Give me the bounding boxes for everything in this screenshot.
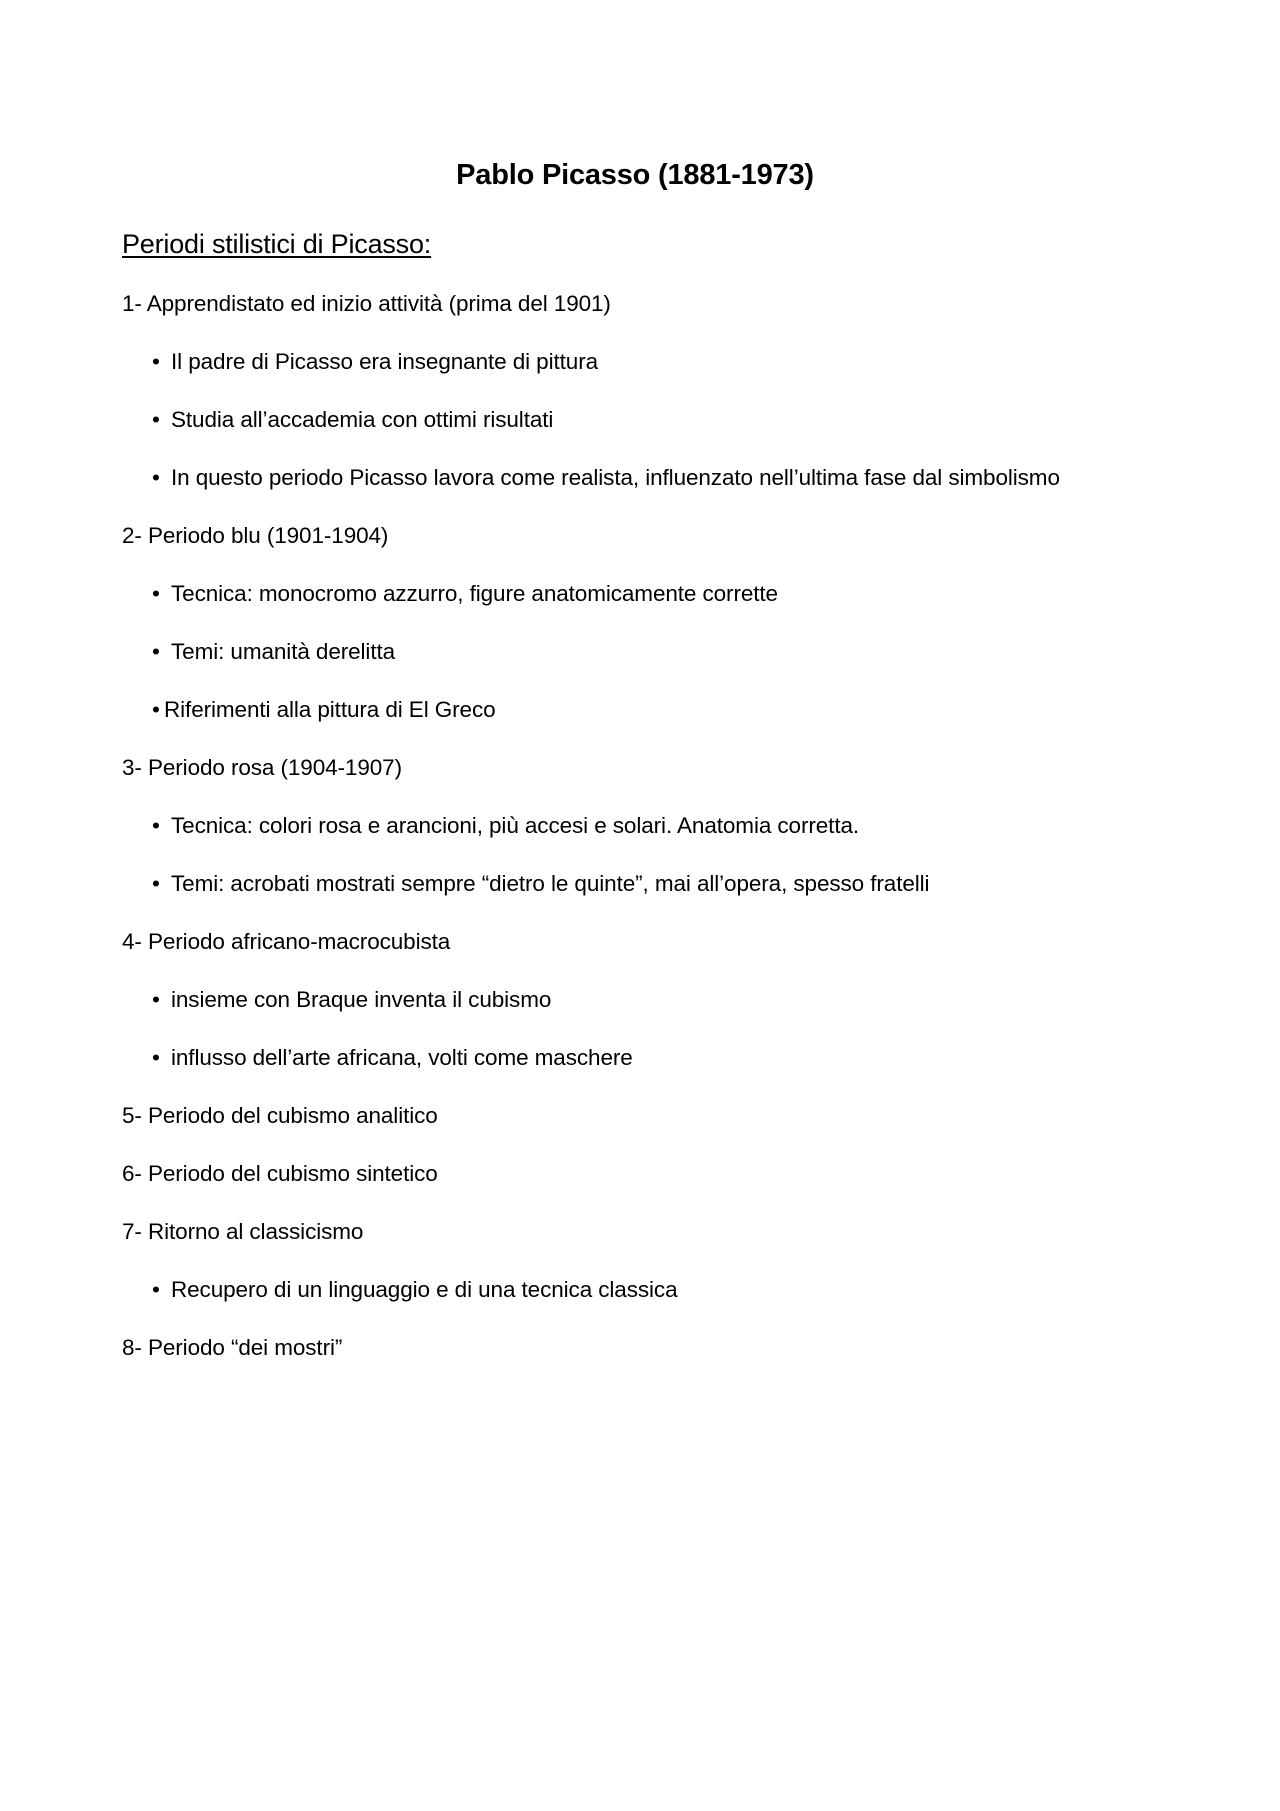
bullet-icon: • — [152, 987, 160, 1012]
section-subtitle: Periodi stilistici di Picasso: — [122, 229, 432, 259]
bullet-item — [122, 404, 1202, 462]
period-heading — [122, 288, 1202, 346]
period-heading — [122, 752, 1202, 810]
bullet-icon: • — [152, 871, 160, 896]
line-text: insieme con Braque inventa il cubismo — [171, 987, 552, 1012]
period-heading — [122, 1332, 1202, 1390]
line-text: 4- Periodo africano-macrocubista — [122, 929, 451, 954]
bullet-icon: • — [152, 697, 160, 722]
bullet-item — [122, 1274, 1202, 1332]
period-heading — [122, 1100, 1202, 1158]
period-heading — [122, 1216, 1202, 1274]
bullet-item — [122, 810, 1202, 868]
line-text: Il padre di Picasso era insegnante di pittura — [171, 349, 599, 374]
line-text: 1- Apprendistato ed inizio attività (prima del 1901) — [122, 291, 611, 316]
bullet-item — [122, 694, 1202, 752]
bullet-item — [122, 1042, 1202, 1100]
line-text: 3- Periodo rosa (1904-1907) — [122, 755, 402, 780]
bullet-icon: • — [152, 813, 160, 838]
period-list — [122, 288, 1202, 1390]
bullet-icon: • — [152, 1277, 160, 1302]
period-heading — [122, 520, 1202, 578]
bullet-item — [122, 868, 1202, 926]
bullet-icon: • — [152, 639, 160, 664]
line-text: 5- Periodo del cubismo analitico — [122, 1103, 438, 1128]
line-text: 6- Periodo del cubismo sintetico — [122, 1161, 438, 1186]
line-text: Riferimenti alla pittura di El Greco — [164, 697, 496, 722]
bullet-icon: • — [152, 407, 160, 432]
period-heading — [122, 1158, 1202, 1216]
bullet-item — [122, 578, 1202, 636]
bullet-item — [122, 462, 1202, 520]
line-text: Temi: acrobati mostrati sempre “dietro le quinte”, mai all’opera, spesso fratelli — [171, 871, 930, 896]
bullet-icon: • — [152, 581, 160, 606]
bullet-item — [122, 984, 1202, 1042]
line-text: 2- Periodo blu (1901-1904) — [122, 523, 389, 548]
line-text: 7- Ritorno al classicismo — [122, 1219, 364, 1244]
line-text: Studia all’accademia con ottimi risultati — [171, 407, 554, 432]
period-heading — [122, 926, 1202, 984]
bullet-icon: • — [152, 1045, 160, 1070]
bullet-icon: • — [152, 349, 160, 374]
line-text: Tecnica: colori rosa e arancioni, più accesi e solari. Anatomia corretta. — [171, 813, 860, 838]
bullet-item — [122, 636, 1202, 694]
line-text: Recupero di un linguaggio e di una tecnica classica — [171, 1277, 678, 1302]
line-text: Tecnica: monocromo azzurro, figure anatomicamente corrette — [171, 581, 778, 606]
bullet-icon: • — [152, 465, 160, 490]
line-text: In questo periodo Picasso lavora come realista, influenzato nell’ultima fase dal simbolismo — [171, 465, 1060, 490]
line-text: influsso dell’arte africana, volti come maschere — [171, 1045, 633, 1070]
bullet-item — [122, 346, 1202, 404]
line-text: Temi: umanità derelitta — [171, 639, 396, 664]
line-text: 8- Periodo “dei mostri” — [122, 1335, 343, 1360]
document-title: Pablo Picasso (1881-1973) — [456, 159, 814, 191]
